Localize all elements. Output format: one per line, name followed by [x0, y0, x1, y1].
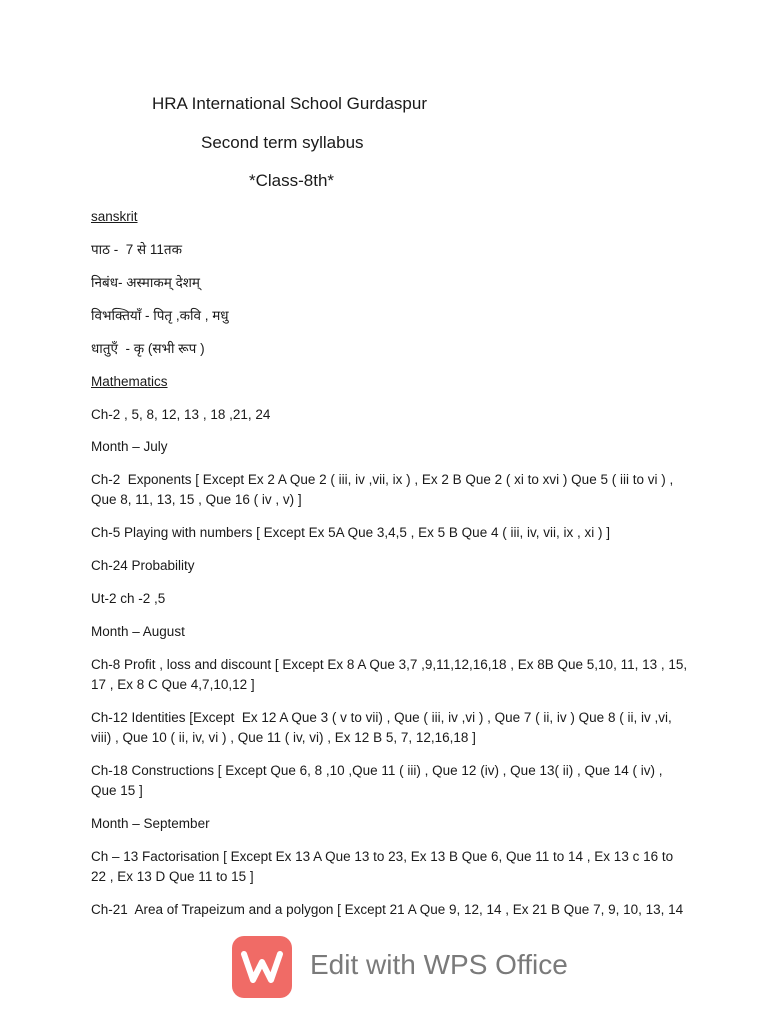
text-line: पाठ - 7 से 11तक	[91, 242, 182, 257]
term-title: Second term syllabus	[201, 133, 364, 152]
text-line: Ch-18 Constructions [ Except Que 6, 8 ,10 ,Que 11 ( iii) , Que 12 (iv) , Que 13( ii) , Que 14 ( iv) , Que 15 ]	[91, 763, 663, 798]
wps-banner[interactable]	[232, 935, 592, 1001]
text-line: Ch-12 Identities [Except Ex 12 A Que 3 ( v to vii) , Que ( iii, iv ,vi ) , Que 7 ( ii, iv ) Que 8 ( ii, iv ,vi, viii) , Que 10 ( ii, iv, vi ) , Que 11 ( iv, vi) , Ex 12 B 5, 7, 12,16,18 ]	[91, 710, 672, 745]
text-line: Ch-5 Playing with numbers [ Except Ex 5A Que 3,4,5 , Ex 5 B Que 4 ( iii, iv, vii, ix , xi ) ]	[91, 525, 610, 540]
text-line: Ch-2 Exponents [ Except Ex 2 A Que 2 ( iii, iv ,vii, ix ) , Ex 2 B Que 2 ( xi to xvi ) Que 5 ( iii to vi ) , Que 8, 11, 13, 15 , Que 16 ( iv , v) ]	[91, 472, 674, 507]
text-line: Ch – 13 Factorisation [ Except Ex 13 A Que 13 to 23, Ex 13 B Que 6, Que 11 to 14 , Ex 13 c 16 to 22 , Ex 13 D Que 11 to 15 ]	[91, 849, 674, 884]
text-line: Month – July	[91, 439, 168, 454]
text-line: Month – August	[91, 624, 185, 639]
text-line: Ch-8 Profit , loss and discount [ Except Ex 8 A Que 3,7 ,9,11,12,16,18 , Ex 8B Que 5,10, 11, 13 , 15, 17 , Ex 8 C Que 4,7,10,12 ]	[91, 657, 688, 692]
text-line: Ut-2 ch -2 ,5	[91, 591, 166, 606]
text-line: Month – September	[91, 816, 210, 831]
text-line: Ch-24 Probability	[91, 558, 195, 573]
school-title: HRA International School Gurdaspur	[152, 94, 427, 113]
text-line: निबंध- अस्माकम् देशम्	[91, 275, 200, 290]
text-line: Ch-21 Area of Trapeizum and a polygon [ Except 21 A Que 9, 12, 14 , Ex 21 B Que 7, 9, 10, 13, 14	[91, 902, 684, 917]
text-line: धातुएँ - कृ (सभी रूप )	[91, 341, 205, 356]
text-line: विभक्तियाँ - पितृ ,कवि , मधु	[91, 308, 229, 323]
wps-logo-icon	[232, 936, 292, 998]
section-heading-mathematics: Mathematics	[91, 374, 168, 389]
text-line: Ch-2 , 5, 8, 12, 13 , 18 ,21, 24	[91, 407, 271, 422]
wps-banner-text: Edit with WPS Office	[310, 949, 568, 980]
section-heading-sanskrit: sanskrit	[91, 209, 138, 224]
class-title: *Class-8th*	[249, 171, 335, 190]
